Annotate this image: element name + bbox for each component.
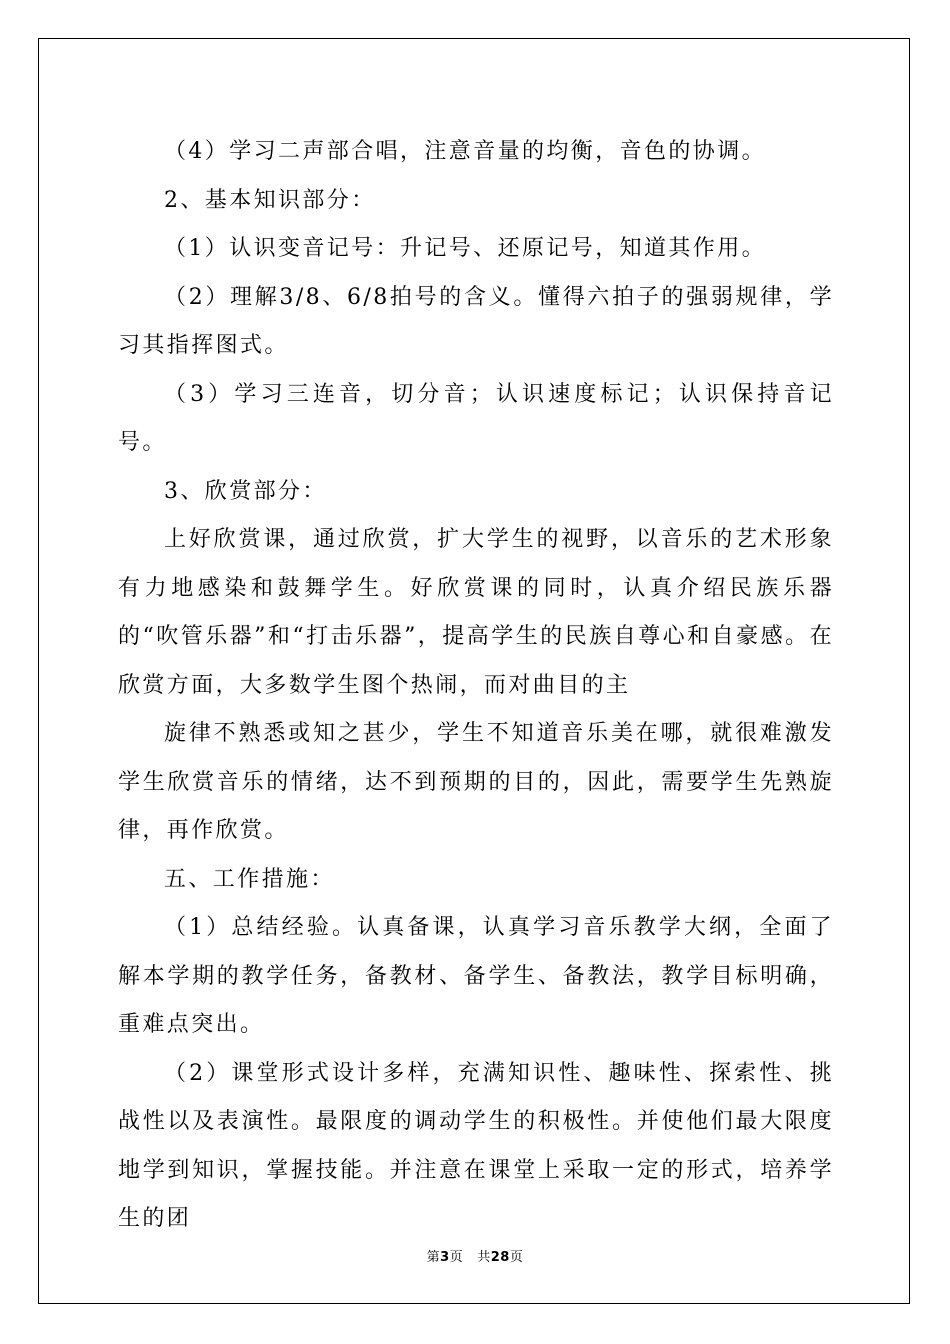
footer-prefix: 第 xyxy=(426,1250,441,1265)
paragraph: （2）理解3/8、6/8拍号的含义。懂得六拍子的强弱规律，学习其指挥图式。 xyxy=(118,284,834,358)
footer-total-suffix: 页 xyxy=(509,1250,524,1265)
section-heading: 3、欣赏部分： xyxy=(164,478,327,504)
total-pages: 28 xyxy=(490,1250,510,1265)
paragraph: （4）学习二声部合唱，注意音量的均衡，音色的协调。 xyxy=(164,139,766,164)
paragraph: 旋律不熟悉或知之甚少，学生不知道音乐美在哪，就很难激发学生欣赏音乐的情绪，达不到预期的目的，因此，需要学生先熟旋律，再作欣赏。 xyxy=(118,721,834,843)
paragraph: （1）总结经验。认真备课，认真学习音乐教学大纲，全面了解本学期的教学任务，备教材、备学生、备教法，教学目标明确，重难点突出。 xyxy=(118,915,834,1037)
page-footer xyxy=(0,1246,950,1265)
paragraph: 上好欣赏课，通过欣赏，扩大学生的视野，以音乐的艺术形象有力地感染和鼓舞学生。好欣赏课的同时，认真介绍民族乐器的“吹管乐器”和“打击乐器”，提高学生的民族自尊心和自豪感。在欣赏方面，大多数学生图个热闹，而对曲目的主 xyxy=(118,527,834,698)
section-heading: 2、基本知识部分： xyxy=(164,187,376,213)
footer-total-prefix: 共 xyxy=(477,1250,491,1265)
paragraph: （1）认识变音记号：升记号、还原记号，知道其作用。 xyxy=(164,236,766,261)
document-body xyxy=(118,128,834,1244)
page-number: 3 xyxy=(440,1250,450,1265)
paragraph: （3）学习三连音，切分音；认识速度标记；认识保持音记号。 xyxy=(118,381,834,455)
paragraph: （2）课堂形式设计多样，充满知识性、趣味性、探索性、挑战性以及表演性。最限度的调动学生的积极性。并使他们最大限度地学到知识，掌握技能。并注意在课堂上采取一定的形式，培养学生的团 xyxy=(118,1060,834,1231)
footer-page-suffix: 页 xyxy=(449,1250,464,1265)
section-heading: 五、工作措施： xyxy=(164,866,335,892)
